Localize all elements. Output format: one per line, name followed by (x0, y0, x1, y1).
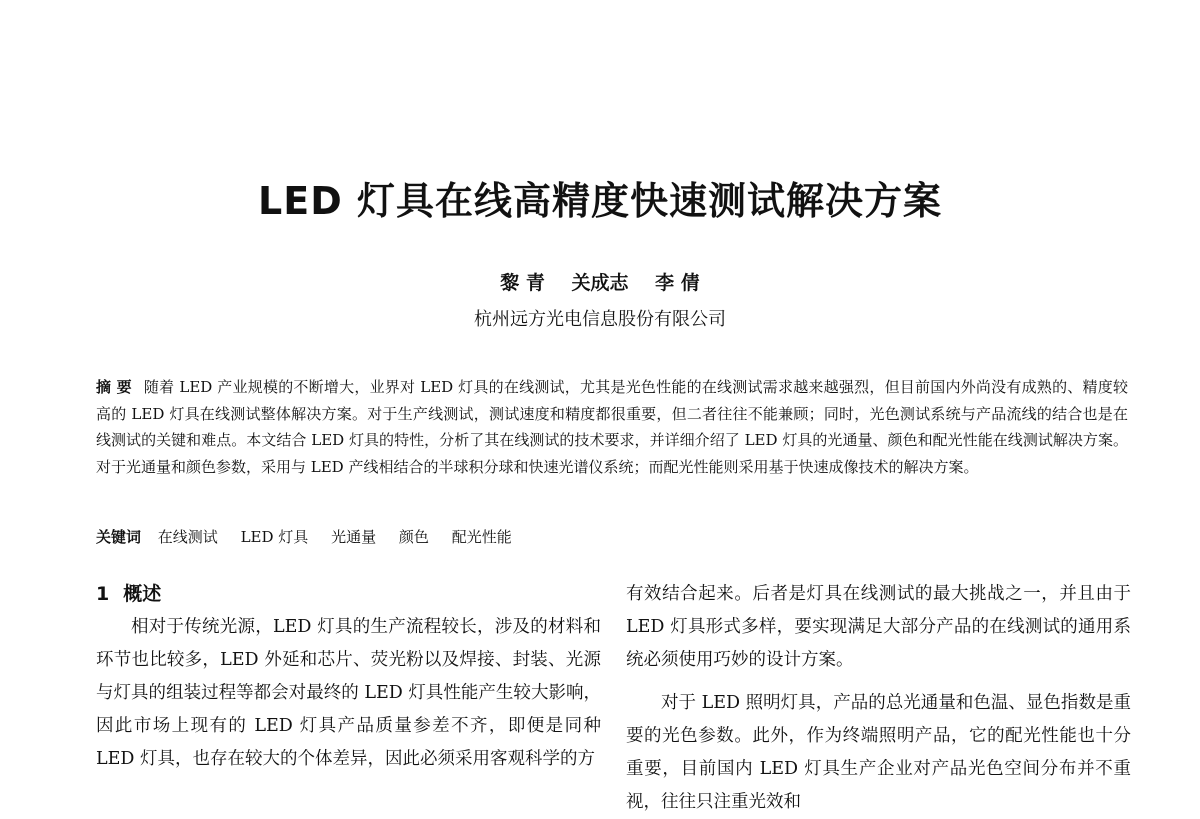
body-paragraph: 相对于传统光源，LED 灯具的生产流程较长，涉及的材料和环节也比较多，LED 外延和芯片、荧光粉以及焊接、封装、光源与灯具的组装过程等都会对最终的 LED 灯具性能产生较大影响，因此市场上现有的 LED 灯具产品质量参差不齐，即便是同种 LED 灯具，也存在较大的个体差异，因此必须采用客观科学的方 (96, 617, 601, 769)
author-name: 关成志 (571, 272, 629, 294)
section-number: 1 (96, 583, 110, 605)
author-name: 李 倩 (655, 272, 700, 294)
keyword: 配光性能 (451, 528, 512, 546)
section-heading (96, 578, 601, 611)
affiliation: 杭州远方光电信息股份有限公司 (474, 309, 726, 330)
section-title: 概述 (123, 583, 162, 605)
body-paragraph: 有效结合起来。后者是灯具在线测试的最大挑战之一，并且由于 LED 灯具形式多样，要实现满足大部分产品的在线测试的通用系统必须使用巧妙的设计方案。 (626, 584, 1131, 670)
keyword: 光通量 (331, 528, 377, 546)
left-column (96, 578, 601, 776)
keywords-label: 关键词 (96, 528, 142, 546)
body-paragraph: 对于 LED 照明灯具，产品的总光通量和色温、显色指数是重要的光色参数。此外，作为终端照明产品，它的配光性能也十分重要，目前国内 LED 灯具生产企业对产品光色空间分布并不重视，往往只注重光效和 (626, 693, 1131, 812)
abstract-label: 摘 要 (96, 378, 132, 396)
keyword: 颜色 (398, 528, 429, 546)
paper-title: LED 灯具在线高精度快速测试解决方案 (258, 179, 942, 223)
abstract-text: 随着 LED 产业规模的不断增大，业界对 LED 灯具的在线测试，尤其是光色性能的在线测试需求越来越强烈，但目前国内外尚没有成熟的、精度较高的 LED 灯具在线测试整体解决方案。对于生产线测试，测试速度和精度都很重要，但二者往往不能兼顾；同时，光色测试系统与产品流线的结合也是在线测试的关键和难点。本文结合 LED 灯具的特性，分析了其在线测试的技术要求，并详细介绍了 LED 灯具的光通量、颜色和配光性能在线测试解决方案。对于光通量和颜色参数，采用与 LED 产线相结合的半球积分球和快速光谱仪系统；而配光性能则采用基于快速成像技术的解决方案。 (96, 378, 1128, 476)
right-column (626, 578, 1131, 819)
keywords (96, 524, 1128, 550)
abstract (96, 374, 1128, 480)
keyword: 在线测试 (157, 528, 218, 546)
author-list (0, 268, 1200, 295)
author-name: 黎 青 (500, 272, 545, 294)
keyword: LED 灯具 (240, 528, 309, 546)
